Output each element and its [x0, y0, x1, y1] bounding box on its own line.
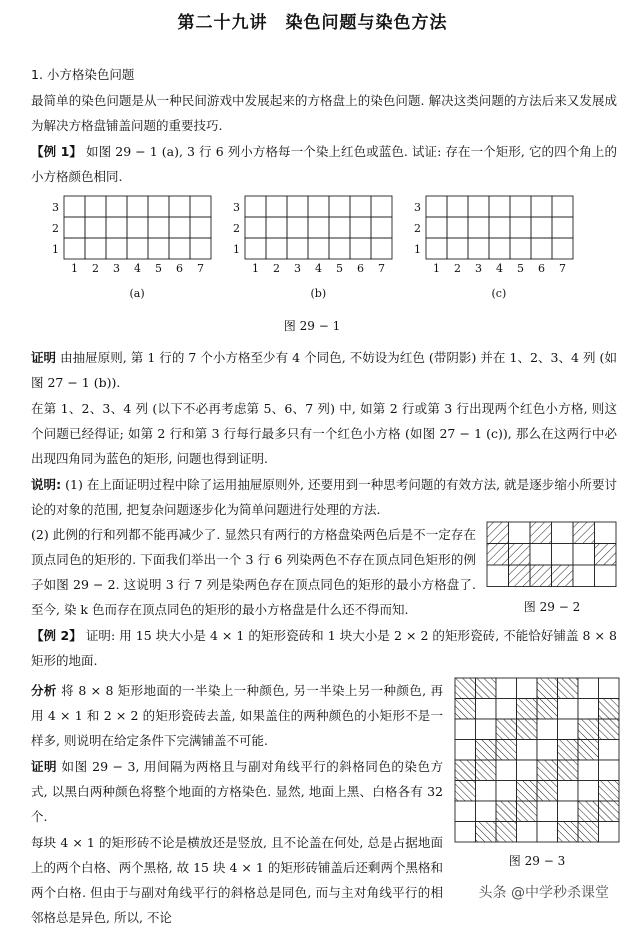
board-cell [455, 678, 476, 699]
board-cell [578, 822, 599, 843]
lecture-title: 第二十九讲 染色问题与染色方法 [177, 13, 448, 33]
row-label: 1 [233, 243, 240, 256]
figure-29-2-caption: 图 29 − 2 [523, 600, 581, 614]
grid-cell [489, 238, 510, 259]
column-label: 4 [315, 262, 322, 275]
figure-29-3-caption: 图 29 − 3 [508, 854, 566, 868]
proof-2-paragraph-1: 证明 如图 29 − 3, 用间隔为两格且与副对角线平行的斜格同色的染色方式, 以黑白两种颜色将整个地面的方格染色. 显然, 地面上黑、白格各有 32 个. [31, 759, 443, 824]
board-cell [476, 678, 497, 699]
column-label: 7 [559, 262, 566, 275]
board-cell [537, 781, 558, 802]
grid-cell [426, 217, 447, 238]
board-cell [558, 740, 579, 761]
column-label: 5 [155, 262, 162, 275]
grid-cell [106, 217, 127, 238]
board-cell [558, 801, 579, 822]
figure-29-1 [44, 190, 604, 300]
board-cell [599, 678, 620, 699]
grid-cell [530, 544, 552, 566]
board-cell [455, 781, 476, 802]
column-label: 1 [252, 262, 259, 275]
grid-cell [552, 238, 573, 259]
grid-cell [64, 238, 85, 259]
grid-cell [487, 565, 509, 587]
grid-cell [127, 238, 148, 259]
grid-cell [127, 196, 148, 217]
grid-cell [530, 565, 552, 587]
grid-cell [489, 217, 510, 238]
grid-cell [468, 238, 489, 259]
board-cell [517, 760, 538, 781]
note-paragraph-2: (2) 此例的行和列都不能再减少了. 显然只有两行的方格盘染两色后是不一定存在顶点同色的矩形的. 下面我们举出一个 3 行 6 列染两色不存在顶点同色矩形的例子如图 29 − 2. 这说明 3 行 7 列是染两色存在顶点同色的矩形的最小方格盘了. 至今, 染 k 色而存在顶点同色的矩形的最小方格盘是什么还不得而知. [31, 527, 476, 617]
grid-cell [245, 217, 266, 238]
grid-cell [85, 196, 106, 217]
board-cell [558, 678, 579, 699]
grid-cell [190, 196, 211, 217]
board-cell [558, 719, 579, 740]
column-label: 3 [113, 262, 120, 275]
board-cell [496, 781, 517, 802]
board-cell [517, 740, 538, 761]
grid-cell [552, 565, 574, 587]
column-label: 6 [176, 262, 183, 275]
board-cell [578, 678, 599, 699]
board-cell [496, 760, 517, 781]
proof-1-paragraph-2: 在第 1、2、3、4 列 (以下不必再考虑第 5、6、7 列) 中, 如第 2 行或第 3 行出现两个红色小方格, 则这个问题已经得证; 如第 2 行和第 3 行每行最多只有一个红色小方格 (如图 27 − 1 (c)), 那么在这两行中必出现四角同为蓝色的矩形, 问题也得到证明. [31, 401, 617, 466]
subfigure-label: (a) [129, 287, 145, 300]
row-label: 2 [414, 222, 421, 235]
grid-cell [552, 544, 574, 566]
grid-cell [595, 522, 617, 544]
board-cell [537, 801, 558, 822]
column-label: 3 [475, 262, 482, 275]
section-heading: 1. 小方格染色问题 [31, 67, 135, 82]
board-cell [517, 822, 538, 843]
board-cell [496, 699, 517, 720]
row-label: 1 [414, 243, 421, 256]
grid-cell [287, 238, 308, 259]
board-cell [558, 699, 579, 720]
column-label: 6 [357, 262, 364, 275]
grid-cell [350, 217, 371, 238]
grid-cell [329, 238, 350, 259]
grid-cell [329, 196, 350, 217]
board-cell [578, 801, 599, 822]
board-cell [558, 822, 579, 843]
board-cell [496, 678, 517, 699]
grid-cell [487, 544, 509, 566]
analysis-paragraph: 分析 将 8 × 8 矩形地面的一半染上一种颜色, 另一半染上另一种颜色, 再用 4 × 1 和 2 × 2 的矩形瓷砖去盖, 如果盖住的两种颜色的小矩形不是一样多, 则说明在给定条件下完满铺盖不可能. [31, 683, 443, 748]
grid-cell [287, 196, 308, 217]
grid-cell [426, 196, 447, 217]
board-cell [455, 822, 476, 843]
board-cell [537, 740, 558, 761]
grid-b [233, 196, 392, 300]
grid-cell [531, 217, 552, 238]
grid-cell [489, 196, 510, 217]
board-cell [455, 760, 476, 781]
board-cell [517, 678, 538, 699]
board-cell [517, 699, 538, 720]
grid-cell [266, 217, 287, 238]
board-cell [517, 719, 538, 740]
board-cell [476, 822, 497, 843]
board-cell [599, 760, 620, 781]
board-cell [476, 781, 497, 802]
grid-cell [595, 544, 617, 566]
grid-cell [64, 217, 85, 238]
board-cell [599, 719, 620, 740]
grid-a [52, 196, 211, 300]
grid-cell [531, 238, 552, 259]
board-cell [476, 740, 497, 761]
grid-cell [509, 522, 531, 544]
grid-cell [487, 522, 509, 544]
grid-cell [190, 238, 211, 259]
board-cell [578, 781, 599, 802]
grid-cell [266, 196, 287, 217]
grid-cell [371, 196, 392, 217]
proof-2-paragraph-2: 每块 4 × 1 的矩形砖不论是横放还是竖放, 且不论盖在何处, 总是占据地面上的两个白格、两个黑格, 故 15 块 4 × 1 的矩形砖铺盖后还剩两个黑格和两个白格. 但由于与副对角线平行的斜格总是同色, 而与主对角线平行的相邻格总是异色, 所以, 不论 [31, 835, 443, 925]
board-cell [537, 760, 558, 781]
row-label: 2 [233, 222, 240, 235]
grid-cell [510, 238, 531, 259]
grid-cell [573, 565, 595, 587]
grid-cell [595, 565, 617, 587]
column-label: 5 [517, 262, 524, 275]
board-cell [578, 760, 599, 781]
board-cell [496, 822, 517, 843]
board-cell [476, 801, 497, 822]
board-cell [455, 801, 476, 822]
grid-cell [530, 522, 552, 544]
subfigure-label: (b) [310, 287, 327, 300]
grid-cell [552, 217, 573, 238]
grid-cell [148, 238, 169, 259]
figure-29-1-caption: 图 29 − 1 [283, 319, 341, 333]
grid-cell [350, 238, 371, 259]
figure-29-3 [454, 677, 620, 843]
column-label: 4 [134, 262, 141, 275]
grid-cell [266, 238, 287, 259]
grid-cell [148, 217, 169, 238]
grid-cell [371, 217, 392, 238]
board-cell [599, 781, 620, 802]
board-cell [537, 699, 558, 720]
row-label: 3 [52, 201, 59, 214]
grid-cell [329, 217, 350, 238]
column-label: 2 [273, 262, 280, 275]
grid-cell [552, 522, 574, 544]
figure-29-2 [486, 521, 618, 593]
board-cell [599, 801, 620, 822]
column-label: 1 [433, 262, 440, 275]
grid-cell [350, 196, 371, 217]
board-cell [496, 801, 517, 822]
row-label: 1 [52, 243, 59, 256]
board-cell [476, 760, 497, 781]
board-cell [455, 740, 476, 761]
board-cell [476, 719, 497, 740]
grid-cell [308, 238, 329, 259]
grid-cell [510, 217, 531, 238]
column-label: 1 [71, 262, 78, 275]
grid-cell [127, 217, 148, 238]
board-cell [455, 719, 476, 740]
grid-cell [85, 217, 106, 238]
board-cell [517, 801, 538, 822]
column-label: 7 [197, 262, 204, 275]
column-label: 6 [538, 262, 545, 275]
grid-cell [308, 196, 329, 217]
row-label: 3 [414, 201, 421, 214]
board-cell [537, 719, 558, 740]
grid-cell [447, 238, 468, 259]
grid-cell [106, 196, 127, 217]
grid-cell [245, 238, 266, 259]
grid-cell [468, 196, 489, 217]
board-cell [476, 699, 497, 720]
proof-1-paragraph-1: 证明 由抽屉原则, 第 1 行的 7 个小方格至少有 4 个同色, 不妨设为红色 (带阴影) 并在 1、2、3、4 列 (如图 27 − 1 (b)). [31, 350, 617, 390]
row-label: 3 [233, 201, 240, 214]
board-cell [455, 699, 476, 720]
grid-cell [426, 238, 447, 259]
board-cell [537, 678, 558, 699]
grid-cell [64, 196, 85, 217]
board-cell [599, 699, 620, 720]
board-cell [496, 740, 517, 761]
grid-cell [509, 565, 531, 587]
grid-cell [531, 196, 552, 217]
column-label: 4 [496, 262, 503, 275]
board-cell [558, 781, 579, 802]
board-cell [496, 719, 517, 740]
example-1 [31, 139, 617, 189]
row-label: 2 [52, 222, 59, 235]
grid-cell [447, 217, 468, 238]
grid-cell [190, 217, 211, 238]
intro-paragraph: 最简单的染色问题是从一种民间游戏中发展起来的方格盘上的染色问题. 解决这类问题的方法后来又发展成为解决方格盘铺盖问题的重要技巧. [31, 93, 617, 133]
column-label: 2 [454, 262, 461, 275]
board-cell [578, 740, 599, 761]
column-label: 7 [378, 262, 385, 275]
subfigure-label: (c) [491, 287, 507, 300]
board-cell [558, 760, 579, 781]
grid-cell [509, 544, 531, 566]
note-paragraph-1: 说明: (1) 在上面证明过程中除了运用抽屉原则外, 还要用到一种思考问题的有效方法, 就是逐步缩小所要讨论的对象的范围, 把复杂问题逐步化为简单问题进行处理的方法. [31, 477, 617, 517]
grid-cell [552, 196, 573, 217]
grid-cell [169, 217, 190, 238]
grid-cell [371, 238, 392, 259]
grid-cell [287, 217, 308, 238]
grid-cell [169, 238, 190, 259]
grid-cell [447, 196, 468, 217]
grid-cell [169, 196, 190, 217]
watermark: 头条 @中学秒杀课堂 [478, 885, 609, 901]
grid-cell [510, 196, 531, 217]
board-cell [599, 822, 620, 843]
grid-cell [148, 196, 169, 217]
column-label: 3 [294, 262, 301, 275]
board-cell [537, 822, 558, 843]
board-cell [578, 699, 599, 720]
grid-cell [85, 238, 106, 259]
board-cell [517, 781, 538, 802]
grid-cell [573, 544, 595, 566]
grid-cell [308, 217, 329, 238]
column-label: 2 [92, 262, 99, 275]
column-label: 5 [336, 262, 343, 275]
grid-c [414, 196, 573, 300]
example-1-label: 【例 1】 [31, 144, 82, 159]
example-1-text: 如图 29 − 1 (a), 3 行 6 列小方格每一个染上红色或蓝色. 试证: 存在一个矩形, 它的四个角上的小方格颜色相同. [31, 144, 617, 184]
board-cell [599, 740, 620, 761]
example-2: 【例 2】 证明: 用 15 块大小是 4 × 1 的矩形瓷砖和 1 块大小是 2 × 2 的矩形瓷砖, 不能恰好铺盖 8 × 8 矩形的地面. [31, 628, 617, 668]
grid-cell [468, 217, 489, 238]
grid-cell [245, 196, 266, 217]
board-cell [578, 719, 599, 740]
grid-cell [106, 238, 127, 259]
grid-cell [573, 522, 595, 544]
